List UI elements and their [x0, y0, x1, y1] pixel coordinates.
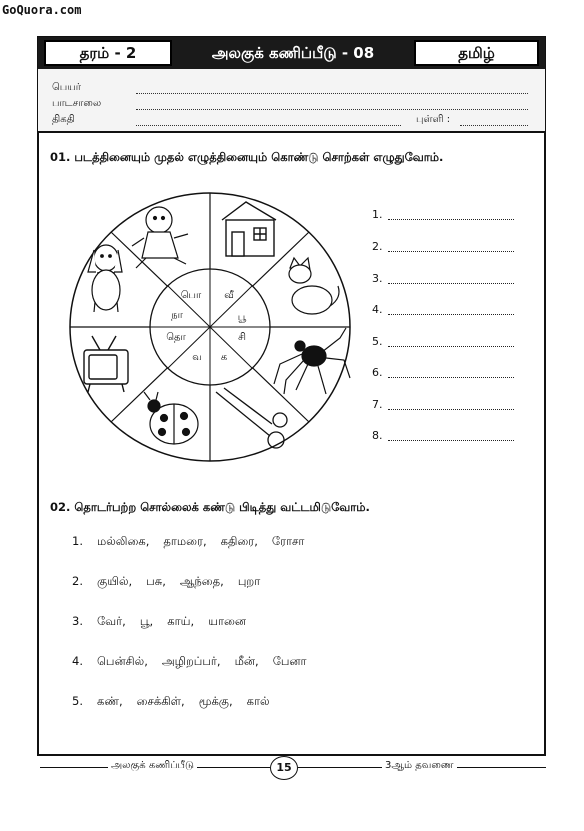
worksheet-title: அலகுக் கணிப்பீடு - 08	[211, 44, 375, 62]
date-field[interactable]	[136, 125, 401, 126]
item-number: 4.	[72, 654, 83, 668]
word[interactable]: சைக்கிள்,	[136, 694, 185, 708]
answer-number: 3.	[372, 272, 383, 285]
word-row-3	[72, 614, 260, 630]
word-row-5	[72, 694, 284, 710]
wheel-letter-4: பூ	[237, 312, 247, 323]
answer-number: 5.	[372, 335, 383, 348]
answer-dots[interactable]	[388, 369, 514, 378]
page-number: 15	[270, 756, 298, 780]
school-field[interactable]	[136, 109, 528, 110]
word[interactable]: புறா	[237, 574, 261, 588]
student-info-panel	[38, 69, 545, 133]
answer-dots[interactable]	[388, 338, 514, 347]
answer-line-3[interactable]	[372, 272, 514, 285]
answer-dots[interactable]	[388, 432, 514, 441]
word-row-2	[72, 574, 274, 590]
footer-right-label: 3ஆம் தவணை	[382, 760, 457, 772]
marks-label: புள்ளி :	[416, 114, 451, 125]
word-row-4	[72, 654, 321, 670]
item-number: 1.	[72, 534, 83, 548]
answer-line-5[interactable]	[372, 335, 514, 348]
item-number: 5.	[72, 694, 83, 708]
item-number: 3.	[72, 614, 83, 628]
picture-wheel	[64, 188, 356, 466]
answer-number: 4.	[372, 303, 383, 316]
word[interactable]: குயில்,	[96, 574, 133, 588]
word[interactable]: பேனா	[272, 654, 307, 668]
date-label: திகதி	[52, 114, 75, 125]
word[interactable]: மூக்கு,	[198, 694, 233, 708]
answer-dots[interactable]	[388, 243, 514, 252]
word[interactable]: காய்,	[167, 614, 195, 628]
answer-dots[interactable]	[388, 275, 514, 284]
word[interactable]: கண்,	[96, 694, 123, 708]
item-number: 2.	[72, 574, 83, 588]
answer-number: 7.	[372, 398, 383, 411]
wheel-letter-6: சி	[238, 332, 246, 343]
answer-line-4[interactable]	[372, 303, 514, 316]
wheel-letter-7: வ	[192, 352, 202, 363]
word[interactable]: பசு,	[146, 574, 166, 588]
wheel-letter-8: க	[220, 352, 228, 363]
answer-number: 6.	[372, 366, 383, 379]
answer-number: 8.	[372, 429, 383, 442]
answer-dots[interactable]	[388, 211, 514, 220]
word[interactable]: அழிறப்பர்,	[161, 654, 221, 668]
question-1: 01. படத்தினையும் முதல் எழுத்தினையும் கொண்டு சொற்கள் எழுதுவோம்.	[50, 150, 444, 164]
answer-number: 1.	[372, 208, 383, 221]
wheel-letter-3: நா	[171, 310, 183, 321]
word[interactable]: கதிரை,	[220, 534, 258, 548]
word[interactable]: பென்சில்,	[96, 654, 148, 668]
site-label: GoQuora.com	[2, 3, 82, 17]
wheel-letter-1: பொ	[180, 290, 202, 301]
answer-dots[interactable]	[388, 306, 514, 315]
grade-box: தரம் - 2	[44, 40, 172, 66]
answer-line-1[interactable]	[372, 208, 514, 221]
word[interactable]: மல்லிகை,	[96, 534, 150, 548]
answer-dots[interactable]	[388, 401, 514, 410]
answer-line-6[interactable]	[372, 366, 514, 379]
name-field[interactable]	[136, 93, 528, 94]
subject-box: தமிழ்	[414, 40, 539, 66]
marks-field[interactable]	[460, 125, 528, 126]
word[interactable]: வேர்,	[96, 614, 126, 628]
answer-number: 2.	[372, 240, 383, 253]
wheel-letter-5: தொ	[166, 332, 186, 343]
name-label: பெயர்	[52, 82, 82, 93]
word[interactable]: பூ,	[139, 614, 154, 628]
word-row-1	[72, 534, 318, 550]
school-label: பாடசாலை	[52, 98, 102, 109]
footer-left-label: அலகுக் கணிப்பீடு	[108, 760, 197, 772]
answer-line-8[interactable]	[372, 429, 514, 442]
word[interactable]: யானை	[208, 614, 247, 628]
wheel-letter-2: வீ	[224, 290, 234, 301]
answer-line-7[interactable]	[372, 398, 514, 411]
word[interactable]: ஆந்தை,	[179, 574, 224, 588]
answer-line-2[interactable]	[372, 240, 514, 253]
question-2: 02. தொடர்பற்ற சொல்லைக் கண்டு பிடித்து வட்டமிடுவோம்.	[50, 500, 370, 514]
word[interactable]: மீன்,	[234, 654, 259, 668]
word[interactable]: தாமரை,	[163, 534, 207, 548]
word[interactable]: கால்	[246, 694, 270, 708]
word[interactable]: ரோசா	[271, 534, 305, 548]
